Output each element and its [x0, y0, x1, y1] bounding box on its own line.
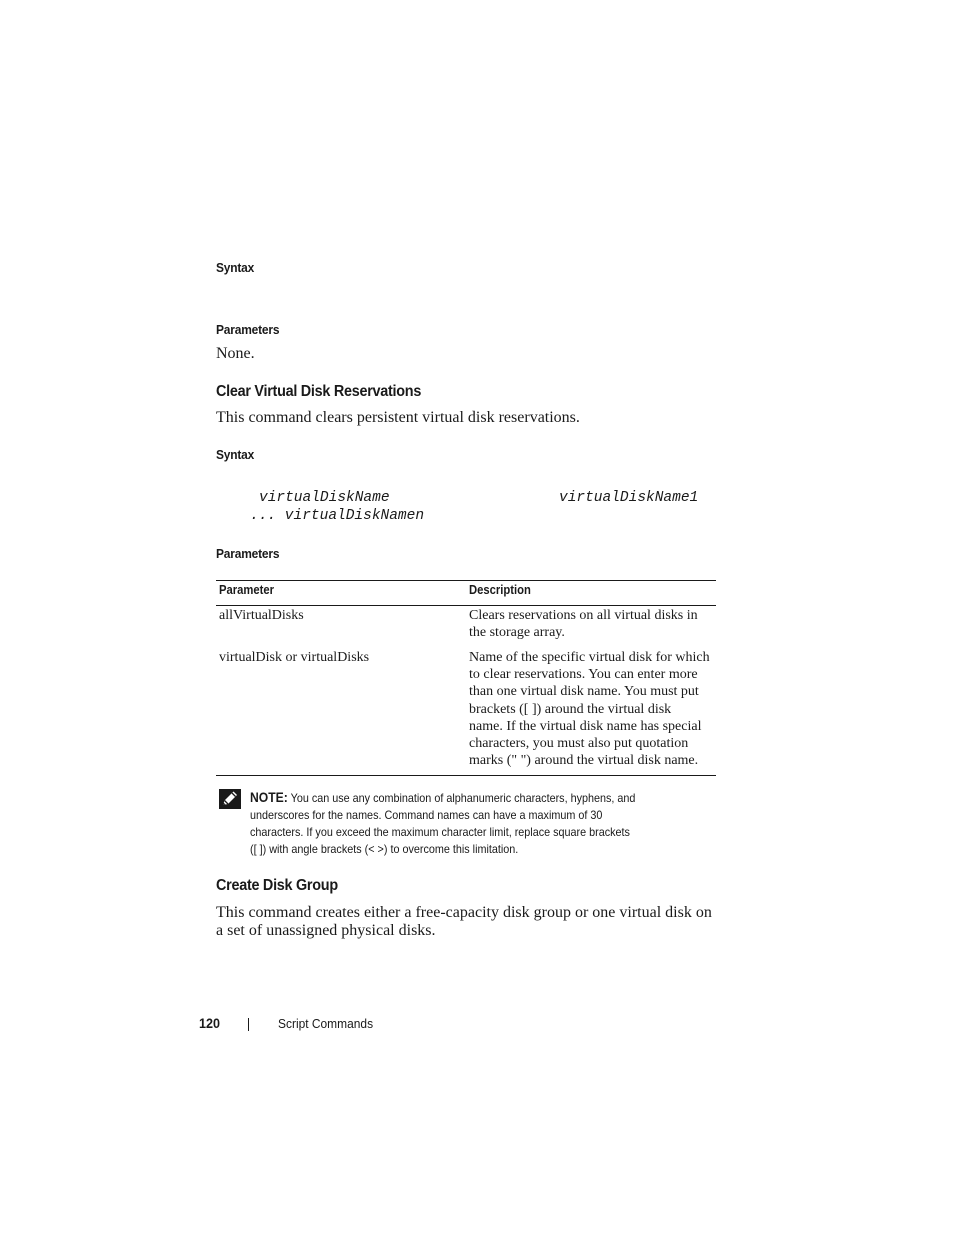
table-cell-parameter: allVirtualDisks — [219, 608, 304, 623]
note-line — [250, 789, 718, 807]
parameters-heading: Parameters — [216, 546, 280, 561]
section-title-clear-virtual-disk-reservations: Clear Virtual Disk Reservations — [216, 383, 422, 400]
page-number: 120 — [199, 1015, 221, 1031]
syntax-arg: virtualDiskName1 — [559, 490, 699, 506]
note-line-text: You can use any combination of alphanumeric characters, hyphens, and — [290, 791, 636, 805]
table-top-rule — [216, 580, 716, 581]
section-description — [216, 904, 736, 940]
table-header-description: Description — [469, 583, 531, 597]
table-cell-parameter: virtualDisk or virtualDisks — [219, 650, 370, 665]
parameters-heading: Parameters — [216, 322, 280, 337]
description-line: the storage array. — [469, 625, 565, 641]
description-line: to clear reservations. You can enter more — [469, 667, 698, 683]
table-cell-description — [469, 649, 719, 769]
description-line: name. If the virtual disk name has special — [469, 718, 702, 734]
table-cell-description — [469, 607, 719, 641]
note-pencil-icon — [218, 788, 242, 810]
syntax-heading: Syntax — [216, 260, 255, 275]
footer-separator — [248, 1018, 249, 1031]
description-line: brackets ([ ]) around the virtual disk — [469, 701, 672, 717]
description-line: characters, you must also put quotation — [469, 736, 689, 752]
table-header-parameter: Parameter — [219, 583, 275, 597]
table-header-rule — [216, 605, 716, 606]
parameters-text: None. — [216, 345, 255, 362]
description-line: Name of the specific virtual disk for which — [469, 650, 710, 665]
chapter-title: Script Commands — [278, 1016, 374, 1031]
description-line: a set of unassigned physical disks. — [216, 922, 436, 939]
syntax-continuation: ... virtualDiskNamen — [250, 508, 425, 524]
note-text — [250, 789, 718, 858]
description-line: marks (" ") around the virtual disk name. — [469, 753, 699, 769]
description-line: than one virtual disk name. You must put — [469, 684, 699, 700]
table-bottom-rule — [216, 775, 716, 776]
note-line: characters. If you exceed the maximum character limit, replace square brackets — [250, 825, 630, 839]
syntax-arg: virtualDiskName — [259, 490, 390, 506]
section-title-create-disk-group: Create Disk Group — [216, 877, 338, 894]
note-line: underscores for the names. Command names can have a maximum of 30 — [250, 808, 603, 822]
note-line: ([ ]) with angle brackets (< >) to overcome this limitation. — [250, 842, 519, 856]
section-description: This command clears persistent virtual disk reservations. — [216, 409, 580, 426]
syntax-heading: Syntax — [216, 447, 255, 462]
description-line: Clears reservations on all virtual disks in — [469, 608, 698, 623]
description-line: This command creates either a free-capacity disk group or one virtual disk on — [216, 904, 712, 921]
note-label: NOTE: — [250, 790, 288, 805]
